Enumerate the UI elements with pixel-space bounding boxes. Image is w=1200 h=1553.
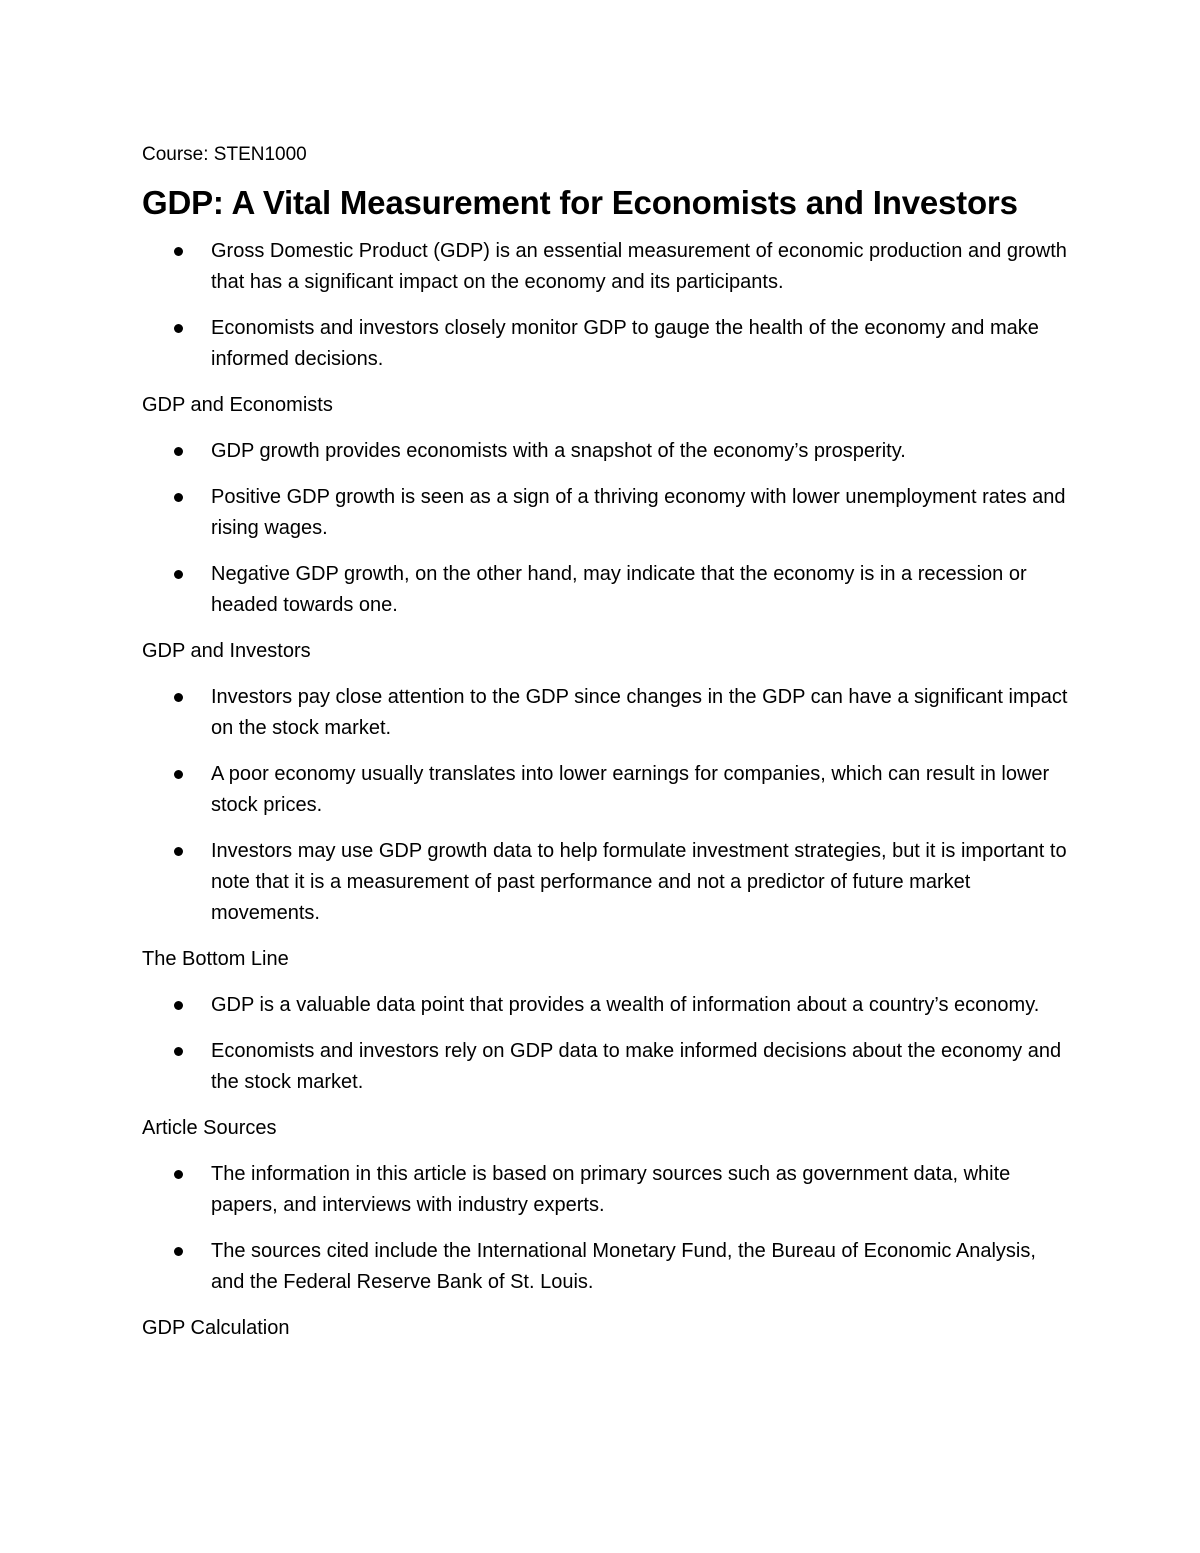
economists-list [142, 436, 1072, 621]
list-item [142, 682, 1072, 744]
list-item [142, 836, 1072, 929]
bullet-icon [174, 1247, 183, 1256]
list-item-text: Economists and investors rely on GDP data to make informed decisions about the economy and the stock market. [211, 1040, 1062, 1093]
bullet-icon [174, 1047, 183, 1056]
bullet-icon [174, 770, 183, 779]
section-heading-gdp-calculation: GDP Calculation [142, 1317, 290, 1339]
bullet-icon [174, 1170, 183, 1179]
bullet-icon [174, 447, 183, 456]
list-item [142, 1036, 1072, 1098]
list-item-text: GDP growth provides economists with a snapshot of the economy’s prosperity. [211, 440, 906, 462]
list-item [142, 759, 1072, 821]
list-item [142, 990, 1072, 1021]
list-item [142, 313, 1072, 375]
course-line: Course: STEN1000 [142, 144, 307, 165]
list-item [142, 1159, 1072, 1221]
bullet-icon [174, 493, 183, 502]
article-sources-list [142, 1159, 1072, 1298]
investors-list [142, 682, 1072, 929]
list-item [142, 436, 1072, 467]
list-item-text: Negative GDP growth, on the other hand, may indicate that the economy is in a recession or headed towards one. [211, 563, 1027, 616]
bullet-icon [174, 247, 183, 256]
list-item-text: Investors may use GDP growth data to help formulate investment strategies, but it is important to note that it is a measurement of past performance and not a predictor of future market movements. [211, 840, 1067, 924]
document-title: GDP: A Vital Measurement for Economists and Investors [142, 184, 1018, 221]
list-item-text: GDP is a valuable data point that provides a wealth of information about a country’s economy. [211, 994, 1040, 1016]
list-item-text: Economists and investors closely monitor GDP to gauge the health of the economy and make informed decisions. [211, 317, 1039, 370]
document-body [142, 140, 1072, 1359]
list-item-text: Investors pay close attention to the GDP since changes in the GDP can have a significant impact on the stock market. [211, 686, 1068, 739]
list-item-text: The information in this article is based on primary sources such as government data, white papers, and interviews with industry experts. [211, 1163, 1011, 1216]
section-heading-investors: GDP and Investors [142, 640, 311, 662]
section-heading-article-sources: Article Sources [142, 1117, 277, 1139]
list-item-text: The sources cited include the International Monetary Fund, the Bureau of Economic Analysis, and the Federal Reserve Bank of St. Louis. [211, 1240, 1036, 1293]
intro-list [142, 236, 1072, 375]
bullet-icon [174, 324, 183, 333]
list-item-text: Gross Domestic Product (GDP) is an essential measurement of economic production and growth that has a significant impact on the economy and its participants. [211, 240, 1067, 293]
list-item [142, 1236, 1072, 1298]
bullet-icon [174, 570, 183, 579]
list-item [142, 236, 1072, 298]
bottom-line-list [142, 990, 1072, 1098]
list-item-text: A poor economy usually translates into lower earnings for companies, which can result in lower stock prices. [211, 763, 1050, 816]
bullet-icon [174, 847, 183, 856]
bullet-icon [174, 693, 183, 702]
section-heading-bottom-line: The Bottom Line [142, 948, 289, 970]
list-item [142, 559, 1072, 621]
list-item-text: Positive GDP growth is seen as a sign of a thriving economy with lower unemployment rates and rising wages. [211, 486, 1066, 539]
list-item [142, 482, 1072, 544]
section-heading-economists: GDP and Economists [142, 394, 333, 416]
bullet-icon [174, 1001, 183, 1010]
